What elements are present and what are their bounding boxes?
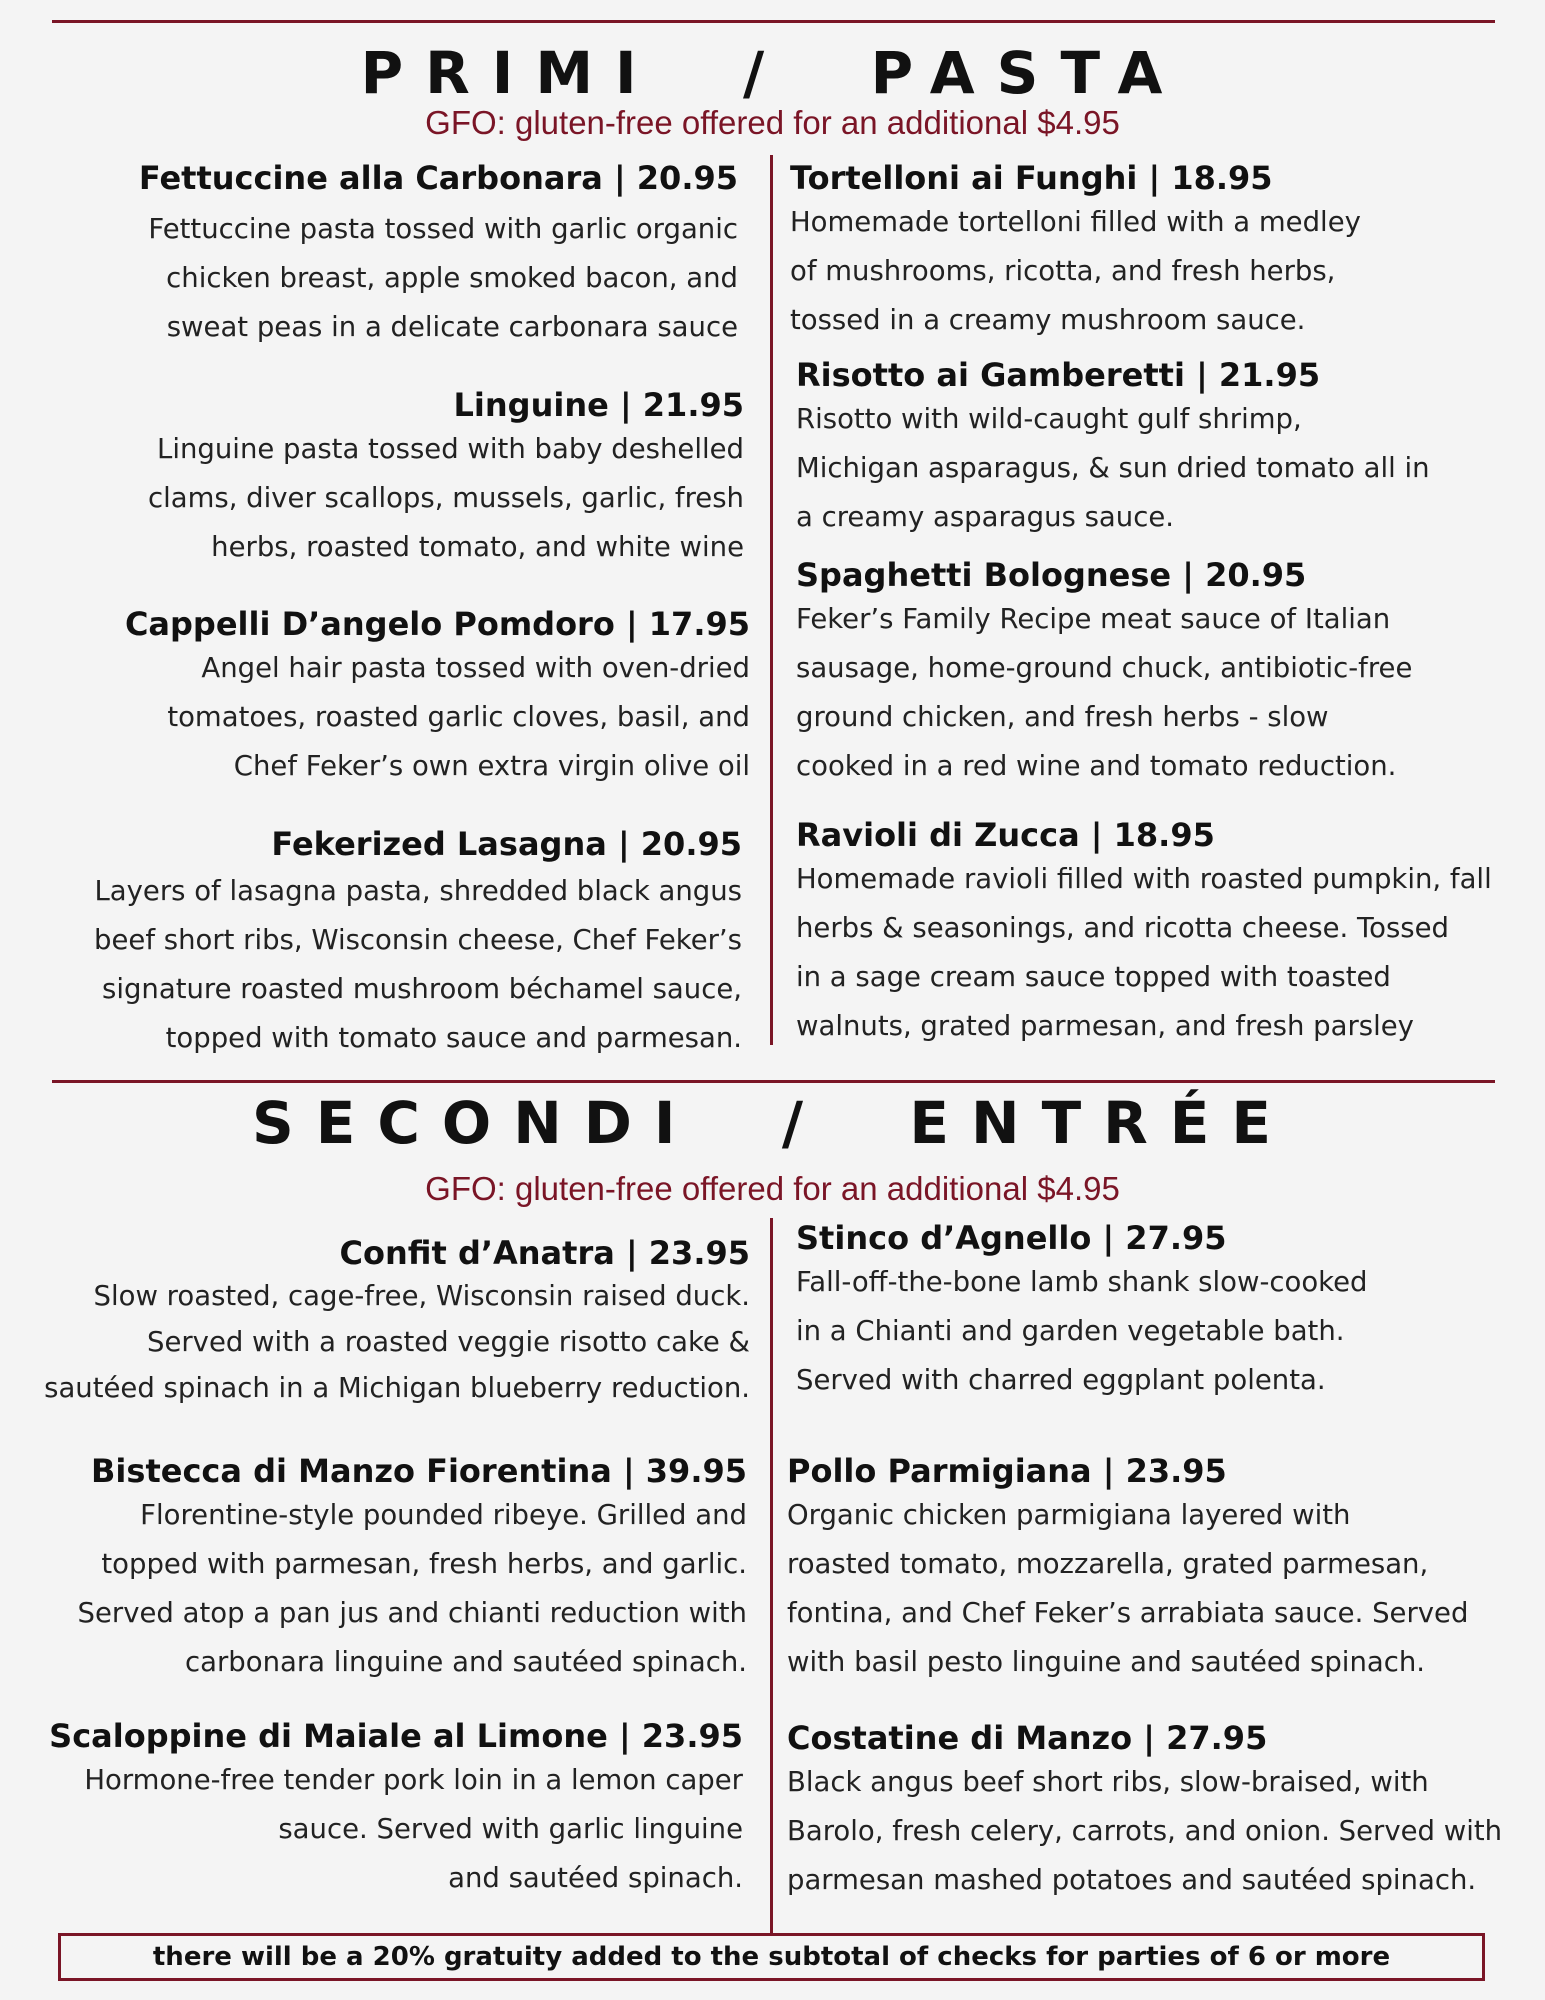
description-line: ground chicken, and fresh herbs - slow	[796, 701, 1329, 733]
description-line: Slow roasted, cage-free, Wisconsin raised duck.	[93, 1280, 750, 1312]
item-name: Scaloppine di Maiale al Limone | 23.95	[49, 1717, 743, 1755]
description-line: chicken breast, apple smoked bacon, and	[166, 262, 738, 294]
description-line: with basil pesto linguine and sautéed spinach.	[787, 1646, 1426, 1678]
item-name: Linguine | 21.95	[453, 386, 744, 424]
menu-item-scaloppine	[49, 1716, 743, 1903]
item-description	[790, 198, 1361, 345]
description-line: Served with charred eggplant polenta.	[796, 1364, 1326, 1396]
item-name: Spaghetti Bolognese | 20.95	[796, 556, 1307, 594]
description-line: Served with a roasted veggie risotto cake &	[146, 1326, 750, 1358]
menu-item-costatine	[787, 1718, 1502, 1905]
description-line: in a Chianti and garden vegetable bath.	[796, 1315, 1345, 1347]
description-line: sautéed spinach in a Michigan blueberry reduction.	[44, 1372, 750, 1404]
menu-item-risotto	[796, 355, 1430, 542]
menu-item-confit	[44, 1233, 750, 1411]
gfo-note-primi: GFO: gluten-free offered for an additional $4.95	[425, 104, 1120, 141]
description-line: Risotto with wild-caught gulf shrimp,	[796, 403, 1302, 435]
description-line: Served atop a pan jus and chianti reduction with	[77, 1597, 747, 1629]
column-divider-secondi	[770, 1218, 773, 1936]
menu-item-pollo	[787, 1451, 1468, 1687]
item-name: Confit d’Anatra | 23.95	[339, 1234, 750, 1272]
item-description	[787, 1758, 1502, 1905]
description-line: and sautéed spinach.	[448, 1862, 743, 1894]
description-line: Organic chicken parmigiana layered with	[787, 1499, 1351, 1531]
description-line: Feker’s Family Recipe meat sauce of Italian	[796, 603, 1391, 635]
item-description	[49, 1756, 743, 1903]
item-description	[796, 595, 1412, 791]
menu-item-lasagna	[94, 824, 742, 1063]
menu-item-tortelloni	[790, 158, 1361, 345]
item-description	[787, 1491, 1468, 1687]
description-line: Barolo, fresh celery, carrots, and onion. Served with	[787, 1815, 1503, 1847]
item-description	[796, 1258, 1367, 1405]
description-line: sauce. Served with garlic linguine	[278, 1813, 743, 1845]
description-line: Fall-off-the-bone lamb shank slow-cooked	[796, 1266, 1368, 1298]
description-line: Linguine pasta tossed with baby deshelled	[157, 433, 744, 465]
description-line: walnuts, grated parmesan, and fresh parsley	[796, 1010, 1414, 1042]
gratuity-notice	[58, 1933, 1485, 1981]
description-line: beef short ribs, Wisconsin cheese, Chef Feker’s	[94, 924, 742, 956]
menu-item-linguine	[148, 385, 744, 572]
item-name: Bistecca di Manzo Fiorentina | 39.95	[91, 1452, 747, 1490]
item-name: Fettuccine alla Carbonara | 20.95	[138, 159, 738, 197]
description-line: sweat peas in a delicate carbonara sauce	[166, 311, 738, 343]
gratuity-text: there will be a 20% gratuity added to the subtotal of checks for parties of 6 or more	[152, 1942, 1391, 1972]
menu-item-stinco	[796, 1218, 1367, 1405]
description-line: Fettuccine pasta tossed with garlic organic	[148, 213, 738, 245]
item-description	[796, 395, 1430, 542]
column-divider-primi	[770, 155, 773, 1045]
description-line: Black angus beef short ribs, slow-braised, with	[787, 1766, 1429, 1798]
item-name: Risotto ai Gamberetti | 21.95	[796, 356, 1321, 394]
item-name: Pollo Parmigiana | 23.95	[787, 1452, 1227, 1490]
menu-item-ravioli	[796, 815, 1492, 1051]
description-line: of mushrooms, ricotta, and fresh herbs,	[790, 255, 1336, 287]
description-line: sausage, home-ground chuck, antibiotic-free	[796, 652, 1413, 684]
description-line: herbs & seasonings, and ricotta cheese. Tossed	[796, 912, 1450, 944]
description-line: Michigan asparagus, & sun dried tomato all in	[796, 452, 1430, 484]
item-name: Cappelli D’angelo Pomdoro | 17.95	[124, 605, 750, 643]
menu-item-fettuccine	[139, 158, 738, 352]
menu-item-spaghetti	[796, 555, 1412, 791]
description-line: Chef Feker’s own extra virgin olive oil	[233, 750, 750, 782]
description-line: parmesan mashed potatoes and sautéed spinach.	[787, 1864, 1477, 1896]
item-description	[148, 425, 744, 572]
description-line: herbs, roasted tomato, and white wine	[211, 531, 744, 563]
item-name: Fekerized Lasagna | 20.95	[271, 825, 742, 863]
item-description	[125, 644, 750, 791]
item-name: Ravioli di Zucca | 18.95	[796, 816, 1215, 854]
top-rule	[52, 20, 1495, 23]
description-line: Homemade ravioli filled with roasted pumpkin, fall	[796, 863, 1492, 895]
description-line: tossed in a creamy mushroom sauce.	[790, 304, 1306, 336]
description-line: in a sage cream sauce topped with toasted	[796, 961, 1391, 993]
section-title-primi: PRIMI / PASTA	[360, 39, 1185, 107]
description-line: topped with parmesan, fresh herbs, and garlic.	[101, 1548, 747, 1580]
description-line: tomatoes, roasted garlic cloves, basil, and	[167, 701, 750, 733]
menu-item-cappelli	[125, 604, 750, 791]
item-name: Costatine di Manzo | 27.95	[787, 1719, 1268, 1757]
item-description	[139, 205, 738, 352]
description-line: fontina, and Chef Feker’s arrabiata sauce. Served	[787, 1597, 1469, 1629]
item-name: Tortelloni ai Funghi | 18.95	[790, 159, 1273, 197]
description-line: roasted tomato, mozzarella, grated parmesan,	[787, 1548, 1429, 1580]
description-line: Florentine-style pounded ribeye. Grilled and	[140, 1499, 747, 1531]
item-description	[44, 1273, 750, 1411]
menu-item-bistecca	[78, 1451, 747, 1687]
description-line: Layers of lasagna pasta, shredded black angus	[94, 875, 742, 907]
description-line: clams, diver scallops, mussels, garlic, fresh	[147, 482, 744, 514]
item-name: Stinco d’Agnello | 27.95	[796, 1219, 1227, 1257]
item-description	[796, 855, 1492, 1051]
description-line: carbonara linguine and sautéed spinach.	[185, 1646, 747, 1678]
item-description	[78, 1491, 747, 1687]
description-line: Hormone-free tender pork loin in a lemon caper	[84, 1764, 743, 1796]
section-title-secondi: SECONDI / ENTRÉE	[251, 1089, 1294, 1157]
description-line: cooked in a red wine and tomato reduction.	[796, 750, 1397, 782]
section-divider-rule	[52, 1080, 1495, 1083]
gfo-note-secondi: GFO: gluten-free offered for an additional $4.95	[425, 1170, 1120, 1207]
item-description	[94, 867, 742, 1063]
description-line: a creamy asparagus sauce.	[796, 501, 1174, 533]
description-line: signature roasted mushroom béchamel sauce,	[102, 973, 742, 1005]
description-line: Homemade tortelloni filled with a medley	[790, 206, 1361, 238]
description-line: topped with tomato sauce and parmesan.	[165, 1022, 742, 1054]
description-line: Angel hair pasta tossed with oven-dried	[201, 652, 750, 684]
